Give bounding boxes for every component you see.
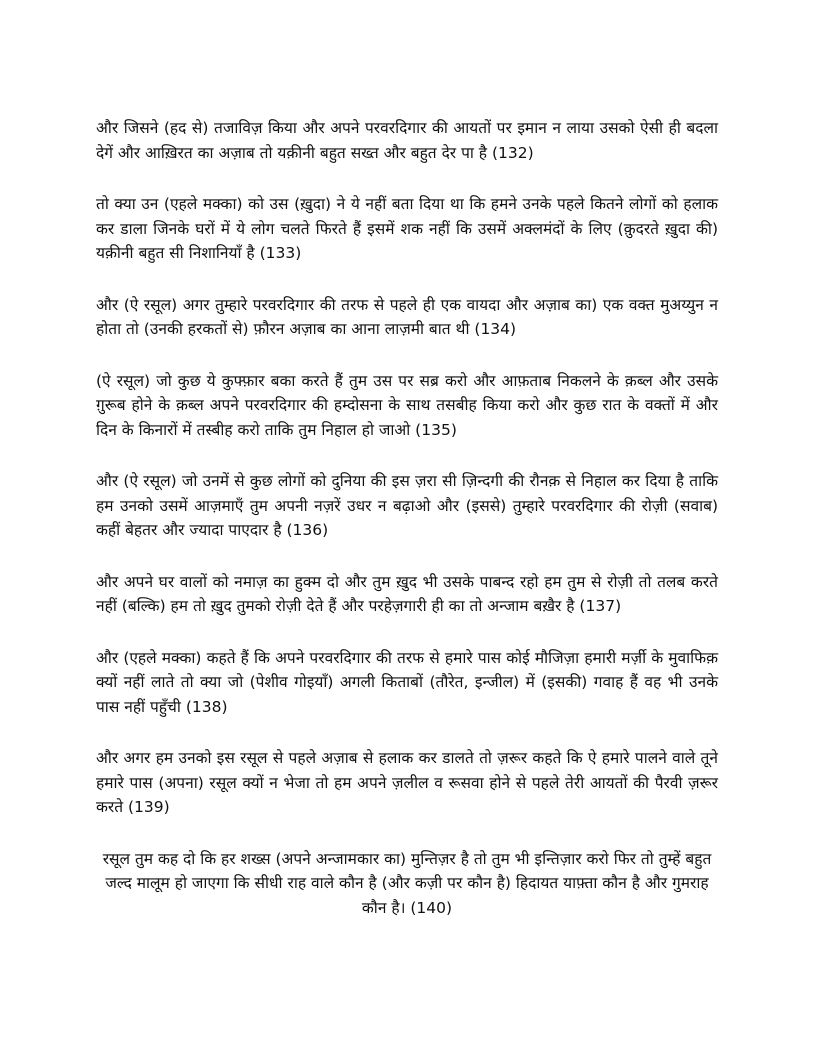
document-page [96, 116, 718, 947]
verse-139: और अगर हम उनको इस रसूल से पहले अज़ाब से हलाक कर डालते तो ज़रूर कहते कि ऐ हमारे पालने वाले तूने हमारे पास (अपना) रसूल क्यों न भेजा तो हम अपने ज़लील व रूसवा होने से पहले तेरी आयतों की पैरवी ज़रूर करते (139) [96, 749, 718, 816]
verse-132: और जिसने (हद से) तजाविज़ किया और अपने परवरदिगार की आयतों पर इमान न लाया उसको ऐसी ही बदला देगें और आख़िरत का अज़ाब तो यक़ीनी बहुत सख्त और बहुत देर पा है (132) [96, 119, 718, 162]
verse-135: (ऐ रसूल) जो कुछ ये कुफ्फ़ार बका करते हैं तुम उस पर सब्र करो और आफ़ताब निकलने के क़ब्ल और उसके ग़ुरूब होने के क़ब्ल अपने परवरदिगार की हम्दोसना के साथ तसबीह किया करो और कुछ रात के वक्तों में और दिन के किनारों में तस्बीह करो ताकि तुम निहाल हो जाओ (135) [96, 371, 718, 439]
verse-133: तो क्या उन (एहले मक्का) को उस (ख़ुदा) ने ये नहीं बता दिया था कि हमने उनके पहले कितने लोगों को हलाक कर डाला जिनके घरों में ये लोग चलते फिरते हैं इसमें शक नहीं कि उसमें अक्लमंदों के लिए (क़ुदरते ख़ुदा की) यक़ीनी बहुत सी निशानियाँ है (133) [96, 195, 718, 262]
verse-137: और अपने घर वालों को नमाज़ का हुक्म दो और तुम ख़ुद भी उसके पाबन्द रहो हम तुम से रोज़ी तो तलब करते नहीं (बल्कि) हम तो ख़ुद तुमको रोज़ी देते हैं और परहेज़गारी ही का तो अन्जाम बख़ैर है (137) [96, 572, 718, 615]
verse-136: और (ऐ रसूल) जो उनमें से कुछ लोगों को दुनिया की इस ज़रा सी ज़िन्दगी की रौनक़ से निहाल कर दिया है ताकि हम उनको उसमें आज़माएँ तुम अपनी नज़रें उधर न बढ़ाओ और (इससे) तुम्हारे परवरदिगार की रोज़ी (सवाब) कहीं बेहतर और ज्यादा पाएदार है (136) [96, 472, 718, 539]
verse-134: और (ऐ रसूल) अगर तुम्हारे परवरदिगार की तरफ से पहले ही एक वायदा और अज़ाब का) एक वक्त मुअय्युन न होता तो (उनकी हरकतों से) फ़ौरन अज़ाब का आना लाज़मी बात थी (134) [96, 295, 718, 338]
verse-140: रसूल तुम कह दो कि हर शख्स (अपने अन्जामकार का) मुन्तिज़र है तो तुम भी इन्तिज़ार करो फिर तो तुम्हें बहुत जल्द मालूम हो जाएगा कि सीधी राह वाले कौन है (और कज़ी पर कौन है) हिदायत याफ़्ता कौन है और गुमराह कौन है। (140) [102, 849, 712, 917]
verse-138: और (एहले मक्का) कहते हैं कि अपने परवरदिगार की तरफ से हमारे पास कोई मौजिज़ा हमारी मर्ज़ी के मुवाफिक़ क्यों नहीं लाते तो क्या जो (पेशीव गोइयाँ) अगली किताबों (तौरेत, इन्जील) में (इसकी) गवाह हैं वह भी उनके पास नहीं पहुँची (138) [96, 648, 718, 716]
